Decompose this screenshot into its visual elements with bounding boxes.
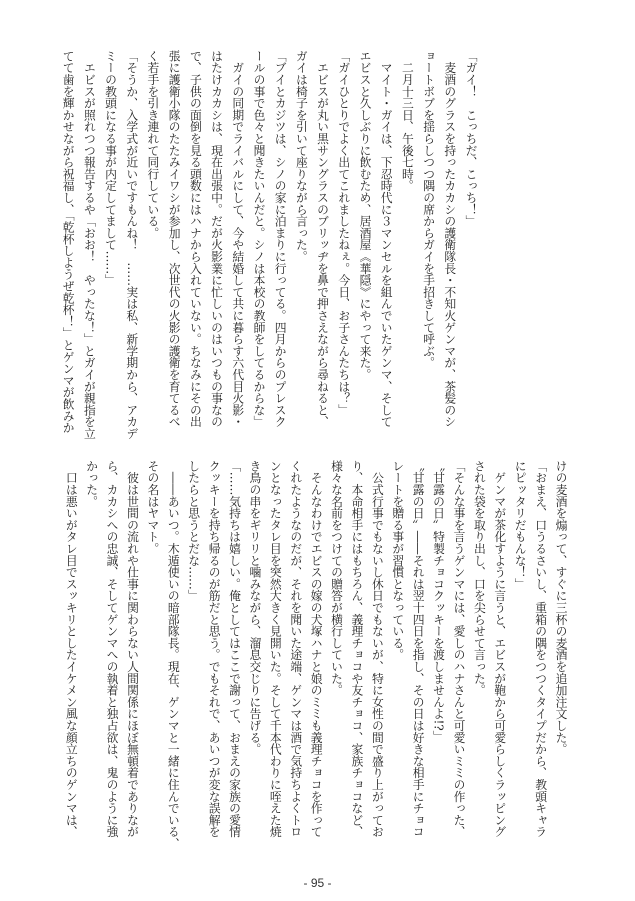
text-line: エビスが照れつつ報告するや「おお！ やったな！」とガイが親指を立 (82, 50, 97, 440)
text-line: そんなわけでエビスの嫁の犬塚ハナと娘のミミも義理チョコを作って (309, 460, 324, 838)
text-line: マイト・ガイは、下忍時代に３マンセルを組んでいたゲンマ、そして (379, 50, 394, 428)
text-line: 「そうか、入学式が近いですもんね！ ……実は私、新学期から、アカデ (124, 50, 139, 440)
upper-text-block (57, 50, 481, 442)
text-line: 口は悪いがタレ目でスッキリとしたイケメン風な顔立ちのゲンマは、 (64, 460, 79, 838)
lower-text-block (61, 460, 571, 860)
text-line: 張に護衛小隊のたたみイワシが参加し、次世代の火影の護衛を育てるべ (167, 50, 182, 428)
text-line: ミーの教頭になる事が内定してまして……」 (103, 50, 118, 286)
text-line: ゲンマが茶化すように言うと、エビスが鞄から可愛らしくラッピング (492, 460, 507, 838)
text-line: 「……気持ちは嬉しい。俺としてはここで謝って、おまえの家族の愛情 (227, 460, 242, 838)
text-line: ――あいつ。木遁使いの暗部隊長。現在、ゲンマと一緒に住んでいる、 (166, 460, 181, 850)
text-line: 麦酒のグラスを持ったカカシの護衛隊長・不知火ゲンマが、茶髪のシ (442, 50, 457, 428)
text-line: 様々な名前をつけての贈答が横行していた。 (329, 460, 344, 696)
text-line: 〝甘露の日〟――それは翌十四日を指し、その日は好きな相手にチョコ (411, 460, 426, 838)
text-line: ガイは椅子を引いて座りながら言った。 (294, 50, 309, 263)
text-line: はたけカカシは、現在出張中。だが火影業に忙しいのはいつもの事なの (209, 50, 224, 428)
text-line: エビスが丸い黒サングラスのブリッヂを鼻で押さえながら尋ねると、 (315, 50, 330, 428)
text-line: ールの事で色々と聞きたいんだと。シノは本校の教師をしてるからな」 (251, 50, 266, 428)
text-line: 公式行事でもないし休日でもないが、特に女性の間で盛り上がってお (370, 460, 385, 838)
text-line: 二月十三日、午後七時。 (400, 50, 415, 192)
text-line: で、子供の面倒を見る頭数にはハナから入れていない。ちなみにその出 (188, 50, 203, 428)
text-line: 「ガイ！ こっちだ、こっち！」 (464, 50, 478, 227)
text-line: エビスと久しぶりに飲むため、居酒屋《華隠》にやって来た。 (357, 50, 372, 381)
page-number: - 95 - (303, 876, 332, 890)
text-line: てて歯を輝かせながら祝福し、「乾杯しようぜ乾杯！」とゲンマが飲みか (61, 50, 76, 434)
text-line: 彼は世間の流れや仕事に関わらない人間関係にほぼ無頓着でありなが (125, 460, 140, 838)
text-line: ンとなったタレ目を突然大きく見開いた。そして千本代わりに咥えた焼 (268, 460, 283, 838)
text-line: された袋を取り出し、口を尖らせて言った。 (472, 460, 487, 696)
text-line: り、本命相手にはもちろん、義理チョコや友チョコ、家族チョコなど、 (349, 460, 364, 838)
text-line: その名はヤマト。 (145, 460, 160, 555)
text-line: かった。 (84, 460, 99, 508)
text-line: 「ブイとカジツは、シノの家に泊まりに行ってる。四月からのプレスク (273, 50, 288, 428)
text-line: 「ガイひとりでよく出てこれましたねぇ。今日、お子さんたちは？」 (336, 50, 351, 416)
text-line: ら、カカシへの忠誠、そしてゲンマへの執着と独占欲は、鬼のように強 (105, 460, 120, 838)
text-line: く若手を引き連れて同行している。 (145, 50, 160, 239)
text-line: 〝甘露の日〟特製チョコクッキーを渡しませんよ!?」 (431, 460, 446, 743)
text-line: ョートボブを揺らしつつ隅の席からガイを手招きして呼ぶ。 (421, 50, 436, 369)
text-line: したらと思うとだな……」 (186, 460, 201, 602)
text-line: クッキーを持ち帰るのが筋だと思う。でもそれで、あいつが変な誤解を (207, 460, 222, 838)
text-line: けの麦酒を煽って、すぐに三杯の麦酒を追加注文した。 (554, 460, 568, 755)
text-line: 「おまえ、口うるさいし、重箱の隅をつつくタイプだから、教頭キャラ (533, 460, 548, 838)
text-line: 「そんな事を言うゲンマには、愛しのハナさんと可愛いミミの作った、 (451, 460, 466, 838)
text-line: ガイの同期でライバルにして、今や結婚して共に暮らす六代目火影・ (230, 50, 245, 428)
text-line: き鳥の串をギリリと噛みながら、溜息交じりに告げる。 (247, 460, 262, 755)
text-line: くれたようなのだが、それを聞いた途端、ゲンマは酒で気持ちよくトロ (288, 460, 303, 838)
text-line: にピッタリだもんな！」 (513, 460, 528, 590)
text-line: レートを贈る事が習慣となっている。 (390, 460, 405, 661)
